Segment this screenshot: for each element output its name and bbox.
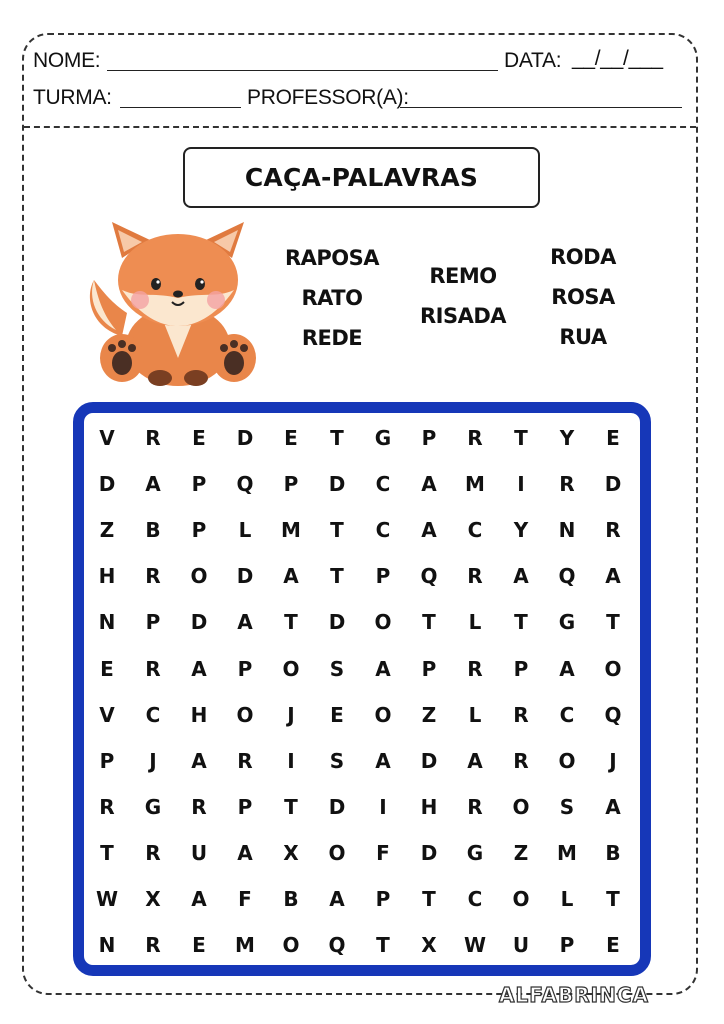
grid-letter[interactable]: E: [606, 933, 620, 958]
teacher-field[interactable]: [400, 107, 682, 108]
grid-letter[interactable]: O: [282, 933, 300, 958]
class-label: TURMA:: [33, 86, 112, 109]
grid-letter[interactable]: F: [238, 887, 252, 911]
grid-letter[interactable]: P: [237, 794, 253, 819]
grid-letter[interactable]: P: [421, 426, 437, 450]
grid-letter[interactable]: V: [99, 426, 115, 450]
word-raposa: RAPOSA: [284, 246, 380, 270]
grid-letter[interactable]: V: [99, 702, 115, 727]
grid-letter[interactable]: D: [420, 748, 438, 773]
grid-letter[interactable]: R: [145, 564, 161, 589]
grid-letter[interactable]: E: [100, 656, 114, 681]
grid-letter[interactable]: O: [190, 564, 208, 589]
grid-letter[interactable]: O: [374, 702, 392, 727]
grid-letter[interactable]: Z: [513, 840, 529, 865]
grid-letter[interactable]: T: [284, 794, 298, 819]
grid-letter[interactable]: Q: [604, 702, 622, 727]
grid-letter[interactable]: G: [466, 840, 484, 865]
grid-letter[interactable]: A: [283, 564, 299, 589]
grid-letter[interactable]: A: [237, 840, 253, 865]
grid-letter[interactable]: R: [467, 656, 483, 681]
grid-letter[interactable]: C: [145, 702, 161, 727]
grid-letter[interactable]: P: [375, 887, 391, 911]
grid-letter[interactable]: L: [468, 702, 482, 727]
grid-letter[interactable]: L: [238, 518, 252, 543]
grid-letter[interactable]: D: [236, 426, 254, 450]
grid-letter[interactable]: E: [330, 702, 344, 727]
grid-letter[interactable]: N: [98, 610, 116, 635]
grid-letter[interactable]: O: [512, 887, 530, 911]
grid-letter[interactable]: I: [517, 472, 525, 497]
word-rato: RATO: [301, 286, 363, 310]
grid-letter[interactable]: A: [191, 887, 207, 911]
grid-letter[interactable]: R: [467, 794, 483, 819]
grid-letter[interactable]: J: [609, 748, 617, 773]
word-rede: REDE: [301, 326, 363, 350]
word-remo: REMO: [429, 264, 497, 288]
grid-letter[interactable]: R: [237, 748, 253, 773]
grid-letter[interactable]: D: [328, 472, 346, 497]
word-roda: RODA: [550, 245, 616, 269]
fox-illustration: [82, 218, 262, 393]
date-field[interactable]: __/__/___: [572, 47, 663, 70]
grid-letter[interactable]: D: [604, 472, 622, 497]
grid-letter[interactable]: T: [284, 610, 298, 635]
grid-letter[interactable]: B: [605, 840, 621, 865]
grid-letter[interactable]: Q: [558, 564, 576, 589]
grid-letter[interactable]: R: [605, 518, 621, 543]
grid-letter[interactable]: A: [513, 564, 529, 589]
grid-letter[interactable]: O: [328, 840, 346, 865]
grid-letter[interactable]: Q: [420, 564, 438, 589]
grid-letter[interactable]: E: [606, 426, 620, 450]
grid-letter[interactable]: O: [236, 702, 254, 727]
grid-letter[interactable]: O: [374, 610, 392, 635]
grid-letter[interactable]: H: [420, 794, 438, 819]
word-rosa: ROSA: [551, 285, 615, 309]
grid-letter[interactable]: U: [190, 840, 208, 865]
grid-letter[interactable]: D: [420, 840, 438, 865]
grid-letter[interactable]: L: [560, 887, 574, 911]
brand-logo: ALFABRINCA: [498, 983, 650, 1007]
grid-letter[interactable]: W: [95, 887, 119, 911]
teacher-label: PROFESSOR(A):: [247, 86, 409, 109]
grid-letter[interactable]: A: [375, 748, 391, 773]
grid-letter[interactable]: O: [282, 656, 300, 681]
grid-letter[interactable]: N: [558, 518, 576, 543]
grid-letter[interactable]: S: [329, 748, 345, 773]
grid-letter[interactable]: S: [329, 656, 345, 681]
grid-letter[interactable]: P: [559, 933, 575, 958]
grid-letter[interactable]: J: [287, 702, 295, 727]
grid-letter[interactable]: X: [421, 933, 437, 958]
grid-letter[interactable]: B: [283, 887, 299, 911]
grid-letter[interactable]: T: [330, 518, 344, 543]
grid-letter[interactable]: P: [513, 656, 529, 681]
word-rua: RUA: [559, 325, 607, 349]
grid-letter[interactable]: P: [237, 656, 253, 681]
grid-letter[interactable]: C: [559, 702, 575, 727]
grid-letter[interactable]: A: [559, 656, 575, 681]
grid-letter[interactable]: H: [190, 702, 208, 727]
grid-letter[interactable]: D: [190, 610, 208, 635]
grid-letter[interactable]: Y: [559, 426, 575, 450]
grid-letter[interactable]: P: [375, 564, 391, 589]
grid-letter[interactable]: S: [559, 794, 575, 819]
grid-letter[interactable]: R: [513, 702, 529, 727]
grid-letter[interactable]: P: [191, 518, 207, 543]
grid-letter[interactable]: D: [236, 564, 254, 589]
grid-letter[interactable]: A: [421, 472, 437, 497]
grid-letter[interactable]: A: [421, 518, 437, 543]
grid-letter[interactable]: I: [287, 748, 295, 773]
name-field[interactable]: [107, 70, 498, 71]
grid-letter[interactable]: C: [467, 887, 483, 911]
grid-letter[interactable]: M: [465, 472, 485, 497]
grid-letter[interactable]: U: [512, 933, 530, 958]
grid-letter[interactable]: T: [422, 610, 436, 635]
grid-letter[interactable]: M: [557, 840, 577, 865]
grid-letter[interactable]: T: [514, 610, 528, 635]
grid-letter[interactable]: T: [422, 887, 436, 911]
grid-letter[interactable]: L: [468, 610, 482, 635]
grid-letter[interactable]: E: [192, 426, 206, 450]
page-title: CAÇA-PALAVRAS: [244, 163, 479, 192]
name-label: NOME:: [33, 49, 101, 72]
grid-letter[interactable]: N: [98, 933, 116, 958]
grid-letter[interactable]: A: [237, 610, 253, 635]
grid-letter[interactable]: Z: [421, 702, 437, 727]
grid-letter[interactable]: T: [376, 933, 390, 958]
grid-letter[interactable]: H: [98, 564, 116, 589]
grid-letter[interactable]: X: [145, 887, 161, 911]
grid-letter[interactable]: A: [191, 748, 207, 773]
grid-letter[interactable]: C: [375, 518, 391, 543]
grid-letter[interactable]: I: [379, 794, 387, 819]
grid-letter[interactable]: A: [605, 794, 621, 819]
grid-letter[interactable]: Z: [99, 518, 115, 543]
grid-letter[interactable]: B: [145, 518, 161, 543]
grid-letter[interactable]: R: [145, 656, 161, 681]
grid-letter[interactable]: A: [375, 656, 391, 681]
grid-letter[interactable]: A: [467, 748, 483, 773]
class-field[interactable]: [120, 107, 241, 108]
grid-letter[interactable]: O: [558, 748, 576, 773]
grid-letter[interactable]: O: [512, 794, 530, 819]
grid-letter[interactable]: D: [328, 610, 346, 635]
grid-letter[interactable]: R: [467, 426, 483, 450]
grid-letter[interactable]: C: [375, 472, 391, 497]
grid-letter[interactable]: R: [145, 840, 161, 865]
grid-letter[interactable]: D: [98, 472, 116, 497]
grid-letter[interactable]: X: [283, 840, 299, 865]
grid-letter[interactable]: T: [330, 426, 344, 450]
grid-letter[interactable]: R: [467, 564, 483, 589]
grid-letter[interactable]: P: [283, 472, 299, 497]
grid-letter[interactable]: J: [149, 748, 157, 773]
grid-letter[interactable]: R: [145, 933, 161, 958]
grid-letter[interactable]: Q: [236, 472, 254, 497]
grid-letter[interactable]: A: [329, 887, 345, 911]
grid-letter[interactable]: A: [605, 564, 621, 589]
grid-letter[interactable]: R: [99, 794, 115, 819]
grid-letter[interactable]: G: [558, 610, 576, 635]
grid-letter[interactable]: O: [604, 656, 622, 681]
grid-letter[interactable]: P: [191, 472, 207, 497]
grid-letter[interactable]: R: [513, 748, 529, 773]
grid-letter[interactable]: T: [330, 564, 344, 589]
grid-letter[interactable]: A: [191, 656, 207, 681]
word-risada: RISADA: [419, 304, 507, 328]
page-title-box: [183, 147, 540, 208]
grid-letter[interactable]: R: [559, 472, 575, 497]
grid-letter[interactable]: C: [467, 518, 483, 543]
grid-letter[interactable]: T: [100, 840, 114, 865]
grid-letter[interactable]: F: [376, 840, 390, 865]
grid-letter[interactable]: R: [145, 426, 161, 450]
grid-letter[interactable]: E: [192, 933, 206, 958]
grid-letter[interactable]: W: [463, 933, 487, 958]
grid-letter[interactable]: P: [99, 748, 115, 773]
grid-letter[interactable]: T: [514, 426, 528, 450]
grid-letter[interactable]: Y: [513, 518, 529, 543]
grid-letter[interactable]: G: [144, 794, 162, 819]
grid-letter[interactable]: A: [145, 472, 161, 497]
grid-letter[interactable]: M: [281, 518, 301, 543]
grid-letter[interactable]: Q: [328, 933, 346, 958]
grid-letter[interactable]: D: [328, 794, 346, 819]
grid-letter[interactable]: M: [235, 933, 255, 958]
grid-letter[interactable]: P: [145, 610, 161, 635]
grid-letter[interactable]: T: [606, 610, 620, 635]
grid-letter[interactable]: R: [191, 794, 207, 819]
grid-letter[interactable]: P: [421, 656, 437, 681]
grid-letter[interactable]: G: [374, 426, 392, 450]
grid-letter[interactable]: T: [606, 887, 620, 911]
date-label: DATA:: [504, 49, 562, 72]
grid-letter[interactable]: E: [284, 426, 298, 450]
